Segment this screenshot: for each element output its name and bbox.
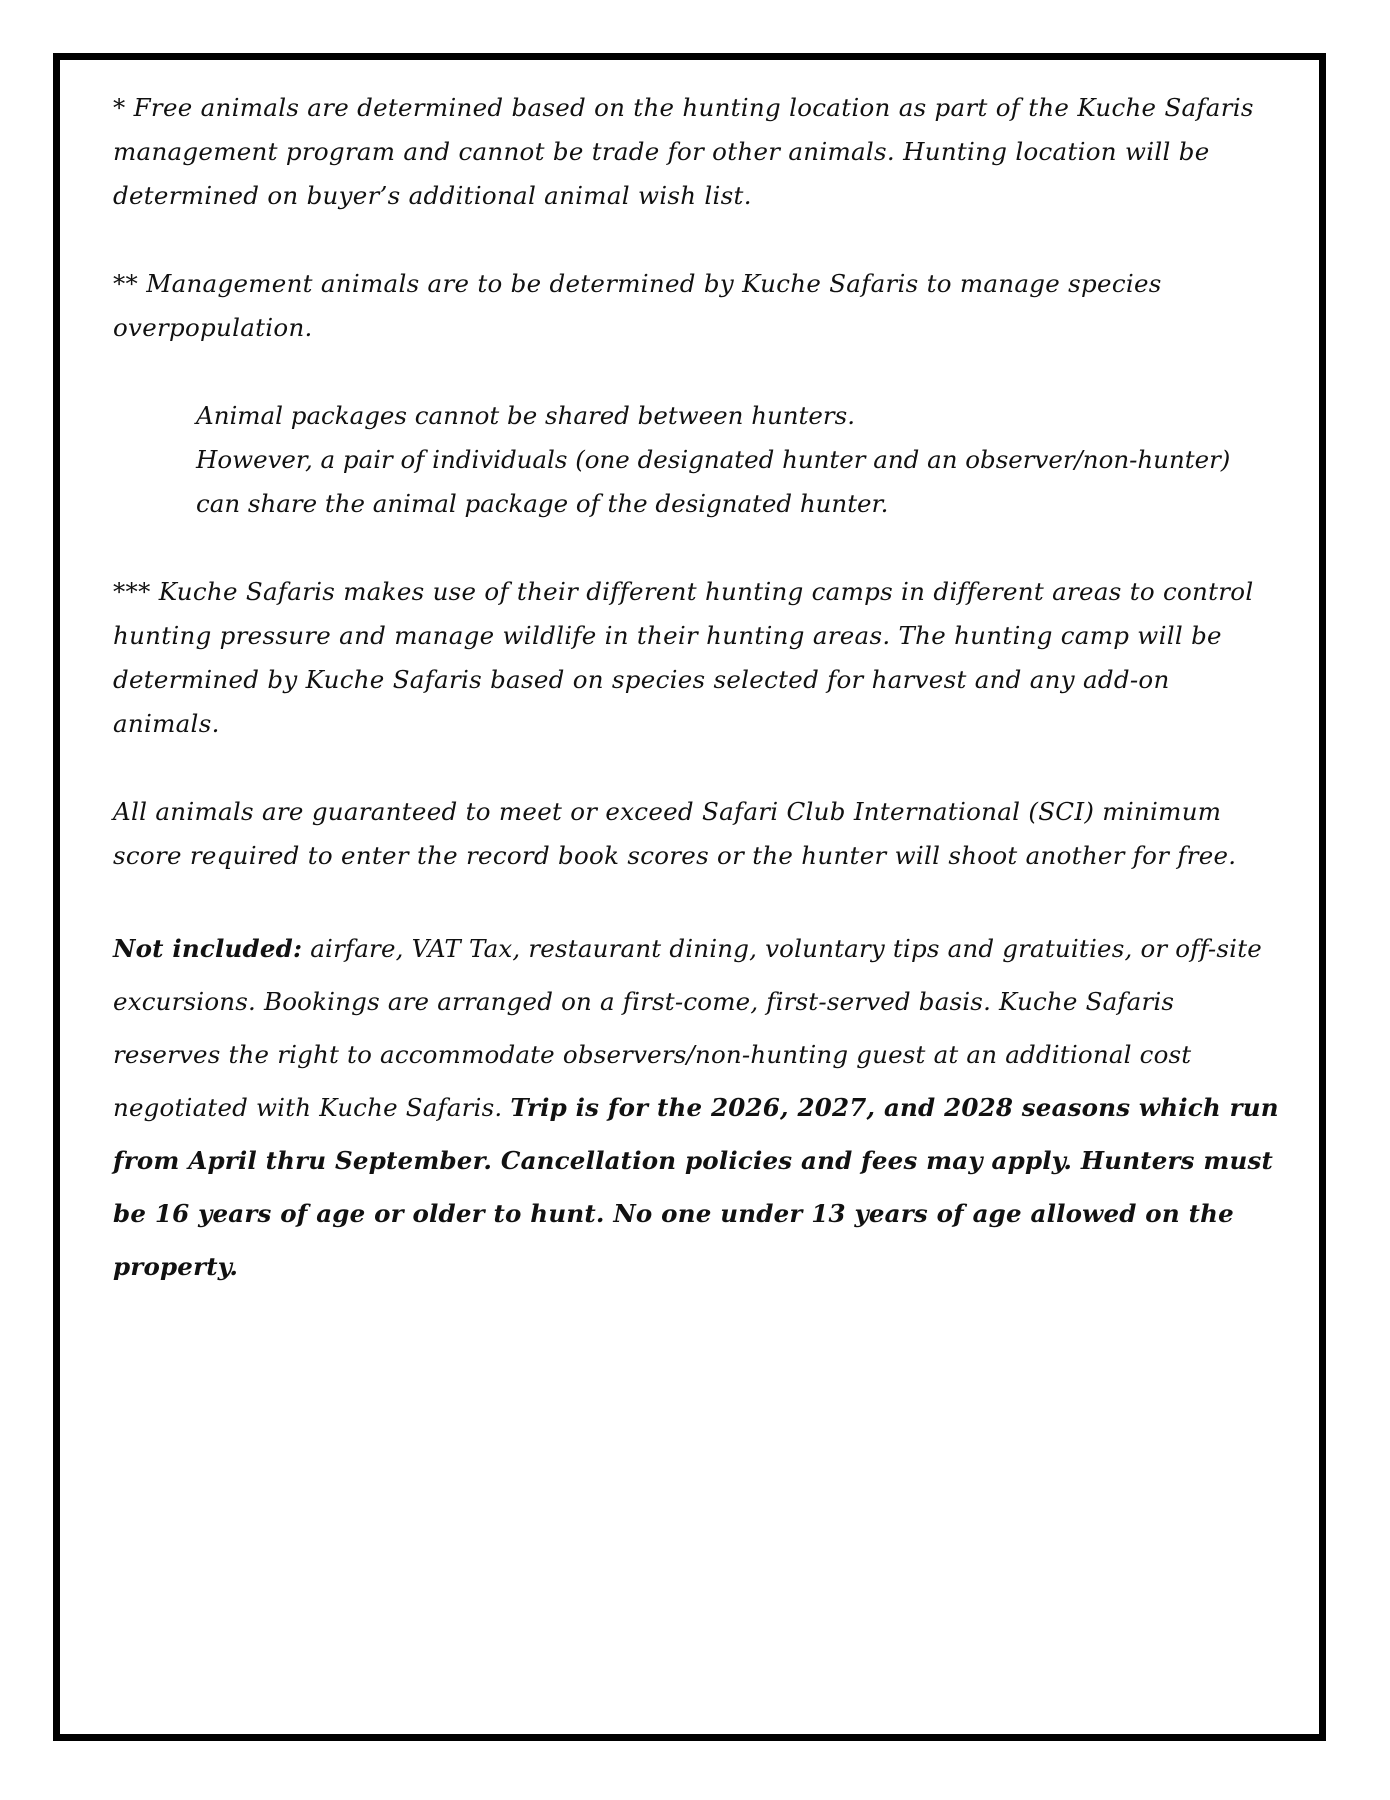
hunting-camps-note: *** Kuche Safaris makes use of their different hunting camps in different areas to control hunting pressure and manage wildlife in their hunting areas. The hunting camp will be determined by Kuche Safaris based on species selected for harvest and any add-on animals.	[113, 577, 1254, 738]
sci-guarantee: All animals are guaranteed to meet or exceed Safari Club International (SCI) minimum score required to enter the record book scores or the hunter will shoot another for free.	[113, 797, 1237, 870]
document-body	[113, 86, 1283, 1293]
not-included-label: Not included:	[113, 934, 303, 963]
sharing-line: Animal packages cannot be shared between hunters.	[196, 401, 855, 430]
package-sharing-block	[113, 394, 1283, 526]
not-included-paragraph	[113, 922, 1283, 1293]
seasons-text: Trip is for the 2026, 2027, and 2028 seasons which run from April thru September. Cancellation policies and fees may apply. Hunters must be 16 years of age or older to hunt. No one under 13 years of age allowed on the property.	[113, 1093, 1279, 1281]
sharing-line: can share the animal package of the designated hunter.	[196, 489, 889, 518]
management-animals-note: ** Management animals are to be determined by Kuche Safaris to manage species overpopulation.	[113, 269, 1162, 342]
not-included-text: airfare, VAT Tax, restaurant dining, voluntary tips and gratuities, or off-site excursions. Bookings are arranged on a first-come, first-served basis. Kuche Safaris reserves the right to accommodate observers/non-hunting guest at an additional cost negotiated with Kuche Safaris.	[113, 934, 1262, 1122]
free-animals-note: * Free animals are determined based on the hunting location as part of the Kuche Safaris management program and cannot be trade for other animals. Hunting location will be determined on buyer’s additional animal wish list.	[113, 93, 1254, 210]
sharing-line: However, a pair of individuals (one designated hunter and an observer/non-hunter)	[196, 445, 1231, 474]
